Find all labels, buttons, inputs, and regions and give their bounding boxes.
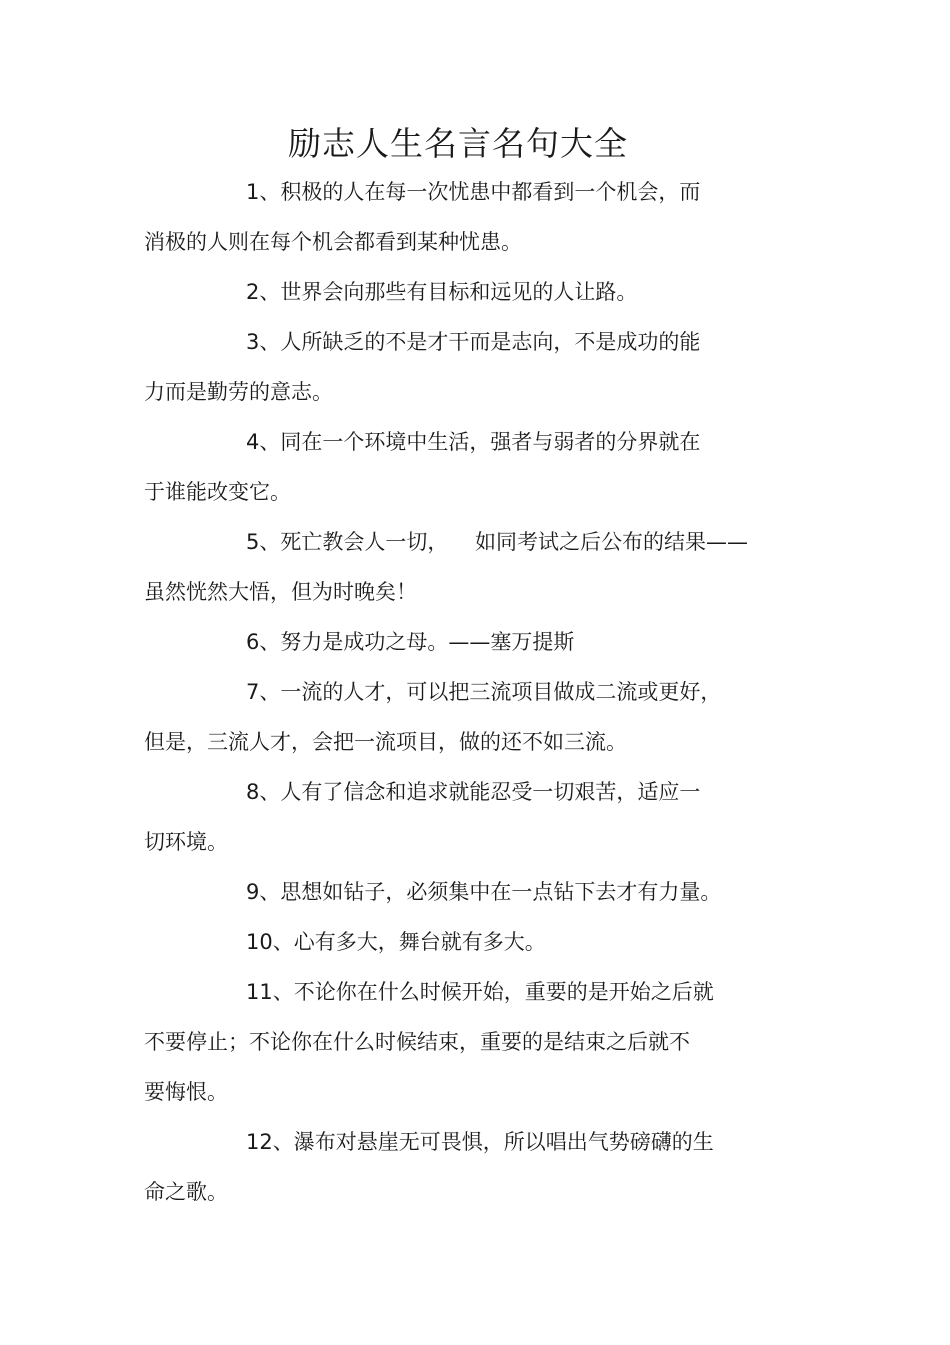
quote-1-line-1: 1、积极的人在每一次忧患中都看到一个机会，而 [246, 180, 701, 204]
quote-11-line-2: 不要停止；不论你在什么时候结束，重要的是结束之后就不 [144, 1030, 690, 1054]
quote-10-line-1: 10、心有多大，舞台就有多大。 [246, 930, 546, 954]
quote-5-line-1: 5、死亡教会人一切， 如同考试之后公布的结果—— [246, 530, 749, 554]
quote-8-line-2: 切环境。 [144, 830, 228, 854]
quote-2-line-1: 2、世界会向那些有目标和远见的人让路。 [246, 280, 638, 304]
quote-3-line-1: 3、人所缺乏的不是才干而是志向，不是成功的能 [246, 330, 701, 354]
quote-7-line-2: 但是，三流人才，会把一流项目，做的还不如三流。 [144, 730, 627, 754]
quote-12-line-1: 12、瀑布对悬崖无可畏惧，所以唱出气势磅礴的生 [246, 1130, 714, 1154]
quote-4-line-2: 于谁能改变它。 [144, 480, 291, 504]
quote-4-line-1: 4、同在一个环境中生活，强者与弱者的分界就在 [246, 430, 701, 454]
quote-11-line-1: 11、不论你在什么时候开始，重要的是开始之后就 [246, 980, 714, 1004]
quote-5-line-2: 虽然恍然大悟，但为时晚矣！ [144, 580, 417, 604]
quote-9-line-1: 9、思想如钻子，必须集中在一点钻下去才有力量。 [246, 880, 722, 904]
quote-3-line-2: 力而是勤劳的意志。 [144, 380, 333, 404]
document-title: 励志人生名言名句大全 [288, 124, 628, 163]
quote-1-line-2: 消极的人则在每个机会都看到某种忧患。 [144, 230, 522, 254]
quote-12-line-2: 命之歌。 [144, 1180, 228, 1204]
quote-6-line-1: 6、努力是成功之母。——塞万提斯 [246, 630, 575, 654]
quote-8-line-1: 8、人有了信念和追求就能忍受一切艰苦，适应一 [246, 780, 701, 804]
quote-11-line-3: 要悔恨。 [144, 1080, 228, 1104]
quote-7-line-1: 7、一流的人才，可以把三流项目做成二流或更好， [246, 680, 722, 704]
